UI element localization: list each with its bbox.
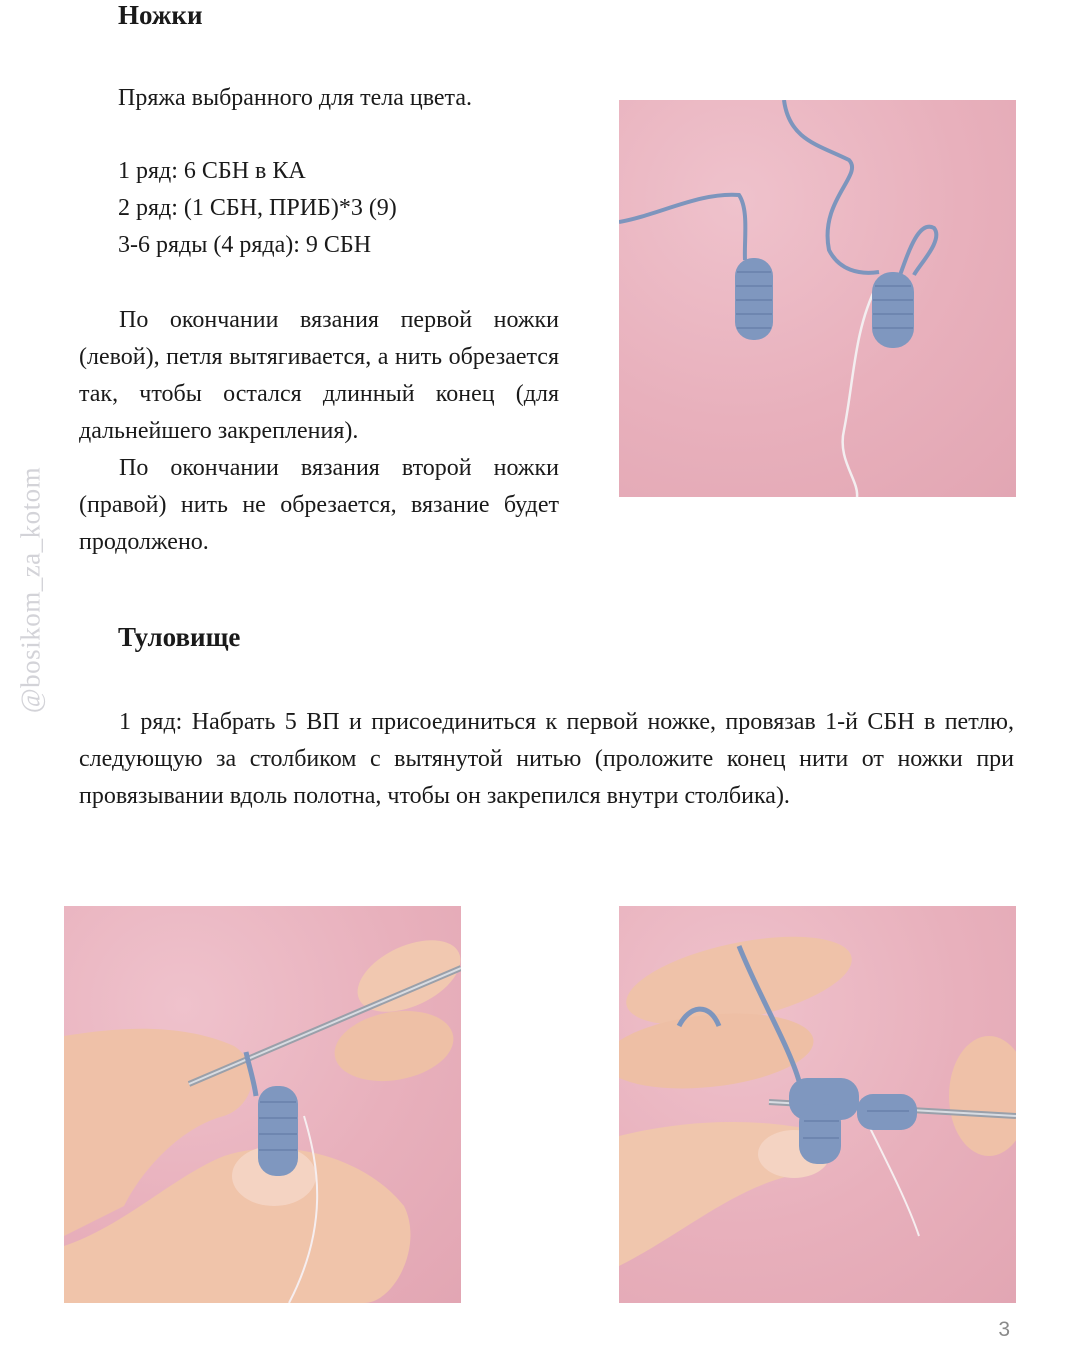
legs-paragraph-first: По окончании вязания первой ножки (левой), петля вытягивается, а нить обрезается так, чтобы остался длинный конец (для дальнейшего закрепления). xyxy=(79,307,559,444)
body-row1-text: 1 ряд: Набрать 5 ВП и присоединиться к первой ножке, провязав 1-й СБН в петлю, следующую за столбиком с вытянутой нитью (проложите конец нити от ножки при провязывании вдоль полотна, чтобы он закрепился внутри столбика). xyxy=(79,709,1014,809)
legs-photo-illustration xyxy=(619,100,1016,497)
legs-yarn-text: Пряжа выбранного для тела цвета. xyxy=(118,85,472,111)
legs-rows xyxy=(118,153,578,264)
legs-row-2: 2 ряд: (1 СБН, ПРИБ)*3 (9) xyxy=(118,195,397,221)
crochet-photo-left-illustration xyxy=(64,906,461,1303)
crochet-photo-right xyxy=(619,906,1016,1303)
legs-heading: Ножки xyxy=(118,0,203,30)
watermark-text: @bosikom_za_kotom xyxy=(15,466,46,714)
page-number: 3 xyxy=(998,1318,1010,1341)
legs-paragraph-second: По окончании вязания второй ножки (правой) нить не обрезается, вязание будет продолжено. xyxy=(79,455,559,555)
legs-row-1: 1 ряд: 6 СБН в КА xyxy=(118,158,306,184)
legs-photo xyxy=(619,100,1016,497)
crochet-photo-left xyxy=(64,906,461,1303)
body-heading: Туловище xyxy=(118,622,241,652)
legs-row-3: 3-6 ряды (4 ряда): 9 СБН xyxy=(118,232,372,258)
crochet-photo-right-illustration xyxy=(619,906,1016,1303)
